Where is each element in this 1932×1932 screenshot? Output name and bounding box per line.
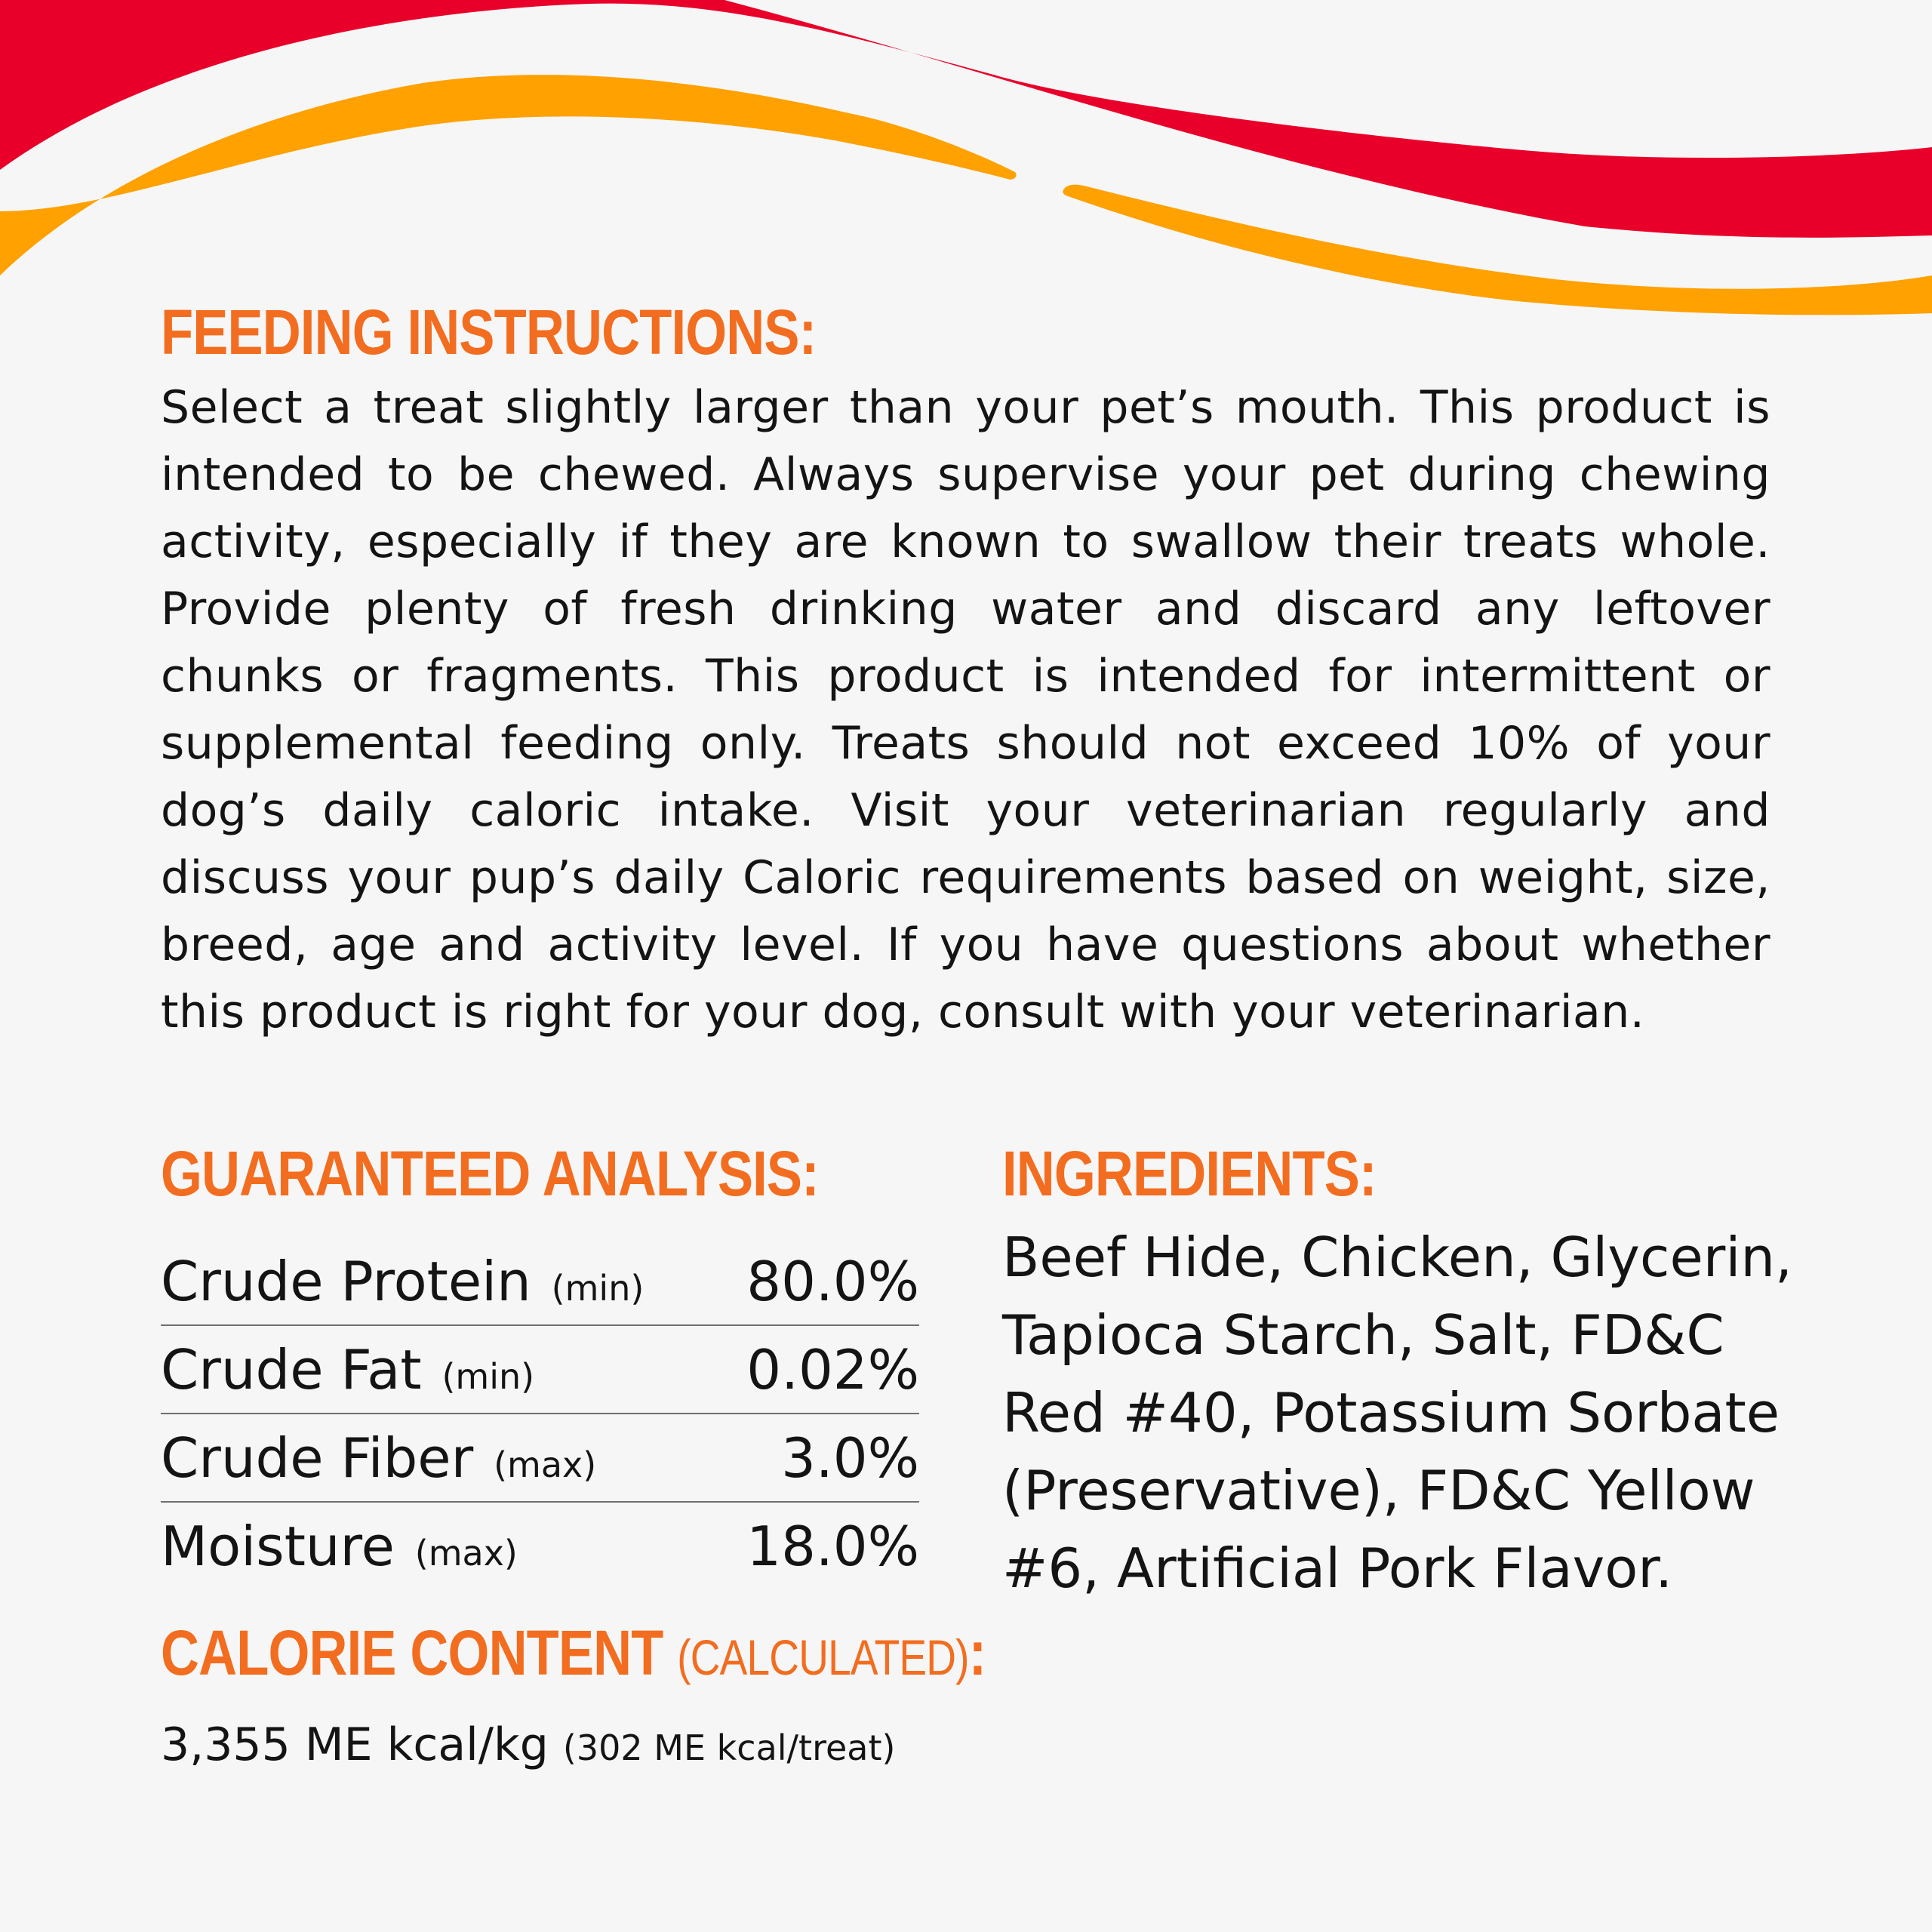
calorie-heading-main: CALORIE CONTENT — [161, 1617, 663, 1688]
table-row — [161, 1238, 919, 1326]
nutrient-name: Crude Fiber — [161, 1426, 474, 1490]
nutrient-label — [161, 1426, 596, 1490]
guaranteed-analysis-heading: GUARANTEED ANALYSIS: — [161, 1138, 819, 1209]
nutrient-label — [161, 1515, 518, 1578]
nutrient-label — [161, 1338, 534, 1401]
ingredients-heading: INGREDIENTS: — [1002, 1138, 1377, 1209]
nutrient-value: 0.02% — [746, 1337, 919, 1401]
calorie-per-kg: 3,355 ME kcal/kg — [161, 1718, 549, 1771]
nutrient-qualifier: (max) — [414, 1532, 518, 1574]
ingredients-text: Beef Hide, Chicken, Glycerin, Tapioca Starch, Salt, FD&C Red #40, Potassium Sorbate (Preservative), FD&C Yellow #6, Artificial Pork Flavor. — [1002, 1226, 1792, 1600]
nutrient-value: 3.0% — [781, 1426, 919, 1490]
nutrient-value: 80.0% — [746, 1249, 919, 1313]
calorie-per-treat: (302 ME kcal/treat) — [562, 1727, 896, 1768]
feeding-instructions-text: Select a treat slightly larger than your pet’s mouth. This product is intended to be chewed. Always supervise your pet during chewing activity, especially if they are known to swallow their treats whole. Provide plenty of fresh drinking water and discard any leftover chunks or fragments. This product is intended for intermittent or supplemental feeding only. Treats should not exceed 10% of your dog’s daily caloric intake. Visit your veterinarian regularly and discuss your pup’s daily Caloric requirements based on weight, size, breed, age and activity level. If you have questions about whether this product is right for your dog, consult with your veterinarian. — [161, 381, 1770, 1038]
nutrient-qualifier: (max) — [494, 1444, 597, 1485]
nutrient-label — [161, 1250, 644, 1313]
nutrient-name: Moisture — [161, 1514, 395, 1578]
nutrient-name: Crude Fat — [161, 1337, 422, 1401]
calorie-content-value — [161, 1715, 895, 1778]
feeding-instructions-heading: FEEDING INSTRUCTIONS: — [161, 297, 817, 368]
guaranteed-analysis-table — [161, 1238, 919, 1589]
nutrient-qualifier: (min) — [441, 1355, 535, 1397]
calorie-content-heading — [161, 1615, 986, 1696]
table-row — [161, 1326, 919, 1414]
nutrient-name: Crude Protein — [161, 1249, 531, 1313]
calorie-heading-sub: (CALCULATED) — [677, 1630, 969, 1685]
nutrient-qualifier: (min) — [551, 1267, 645, 1309]
calorie-heading-colon: : — [968, 1617, 986, 1688]
decorative-waves — [0, 0, 1932, 325]
orange-wave-left — [0, 75, 1017, 275]
nutrient-value: 18.0% — [746, 1514, 919, 1578]
table-row — [161, 1503, 919, 1589]
table-row — [161, 1414, 919, 1503]
